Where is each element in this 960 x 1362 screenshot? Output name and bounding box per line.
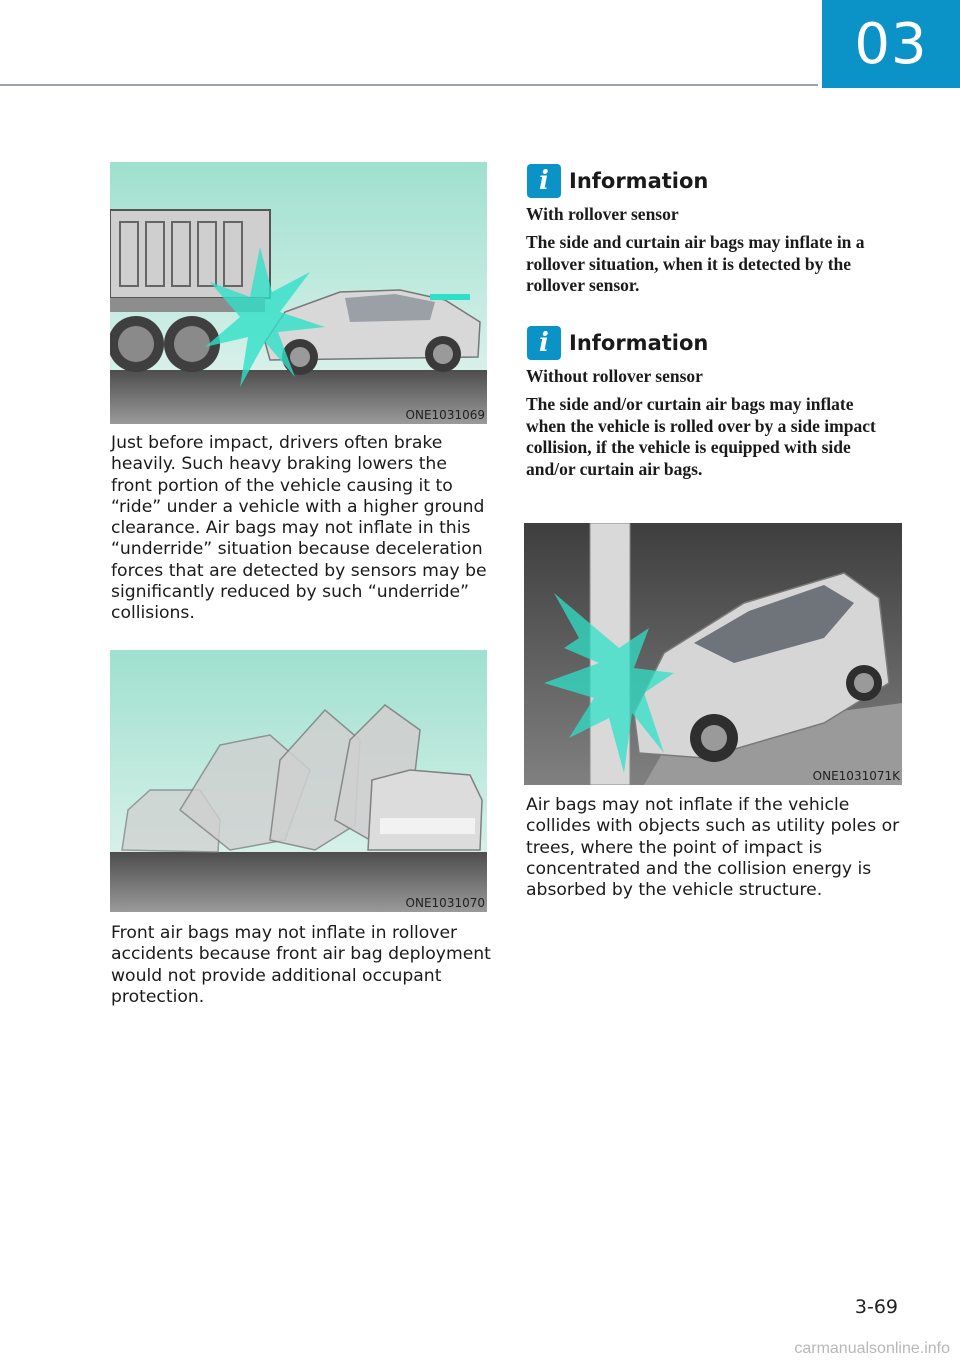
info-title: Information (569, 169, 709, 193)
paragraph-pole: Air bags may not inflate if the vehicle collides with objects such as utility poles or trees, where the point of impact is concentrated and the collision energy is absorbed by the vehicle structure. (526, 795, 900, 901)
paragraph-rollover: Front air bags may not inflate in rollover accidents because front air bag deployment would not provide additional occupant protection. (111, 923, 491, 1007)
figure-code: ONE1031069 (405, 408, 485, 422)
chapter-number: 03 (854, 11, 928, 77)
watermark-link[interactable]: carmanualsonline.info (794, 1340, 950, 1357)
info-subtitle: Without rollover sensor (526, 366, 703, 386)
info-block-2-header (527, 326, 708, 360)
chapter-tab (822, 0, 960, 88)
info-icon: i (527, 326, 561, 360)
page-number: 3-69 (854, 1296, 898, 1318)
info-body: The side and curtain air bags may inflate in a rollover situation, when it is detected by the rollover sensor. (526, 232, 865, 296)
paragraph-underride: Just before impact, drivers often brake heavily. Such heavy braking lowers the front portion of the vehicle causing it to “ride” under a vehicle with a higher ground clearance. Air bags may not inflate in this “underride” situation because deceleration forces that are detected by sensors may be significantly reduced by such “underride” collisions. (111, 433, 487, 624)
figure-rollover (110, 650, 487, 912)
info-icon: i (527, 164, 561, 198)
figure-underride (110, 162, 487, 424)
info-block-1-header (527, 164, 708, 198)
header-rule (0, 84, 818, 86)
figure-code: ONE1031071K (812, 769, 900, 783)
info-title: Information (569, 331, 709, 355)
info-body: The side and/or curtain air bags may inflate when the vehicle is rolled over by a side impact collision, if the vehicle is equipped with side and/or curtain air bags. (526, 394, 876, 479)
figure-code: ONE1031070 (405, 896, 485, 910)
info-subtitle: With rollover sensor (526, 204, 679, 224)
figure-pole-collision (524, 523, 902, 785)
